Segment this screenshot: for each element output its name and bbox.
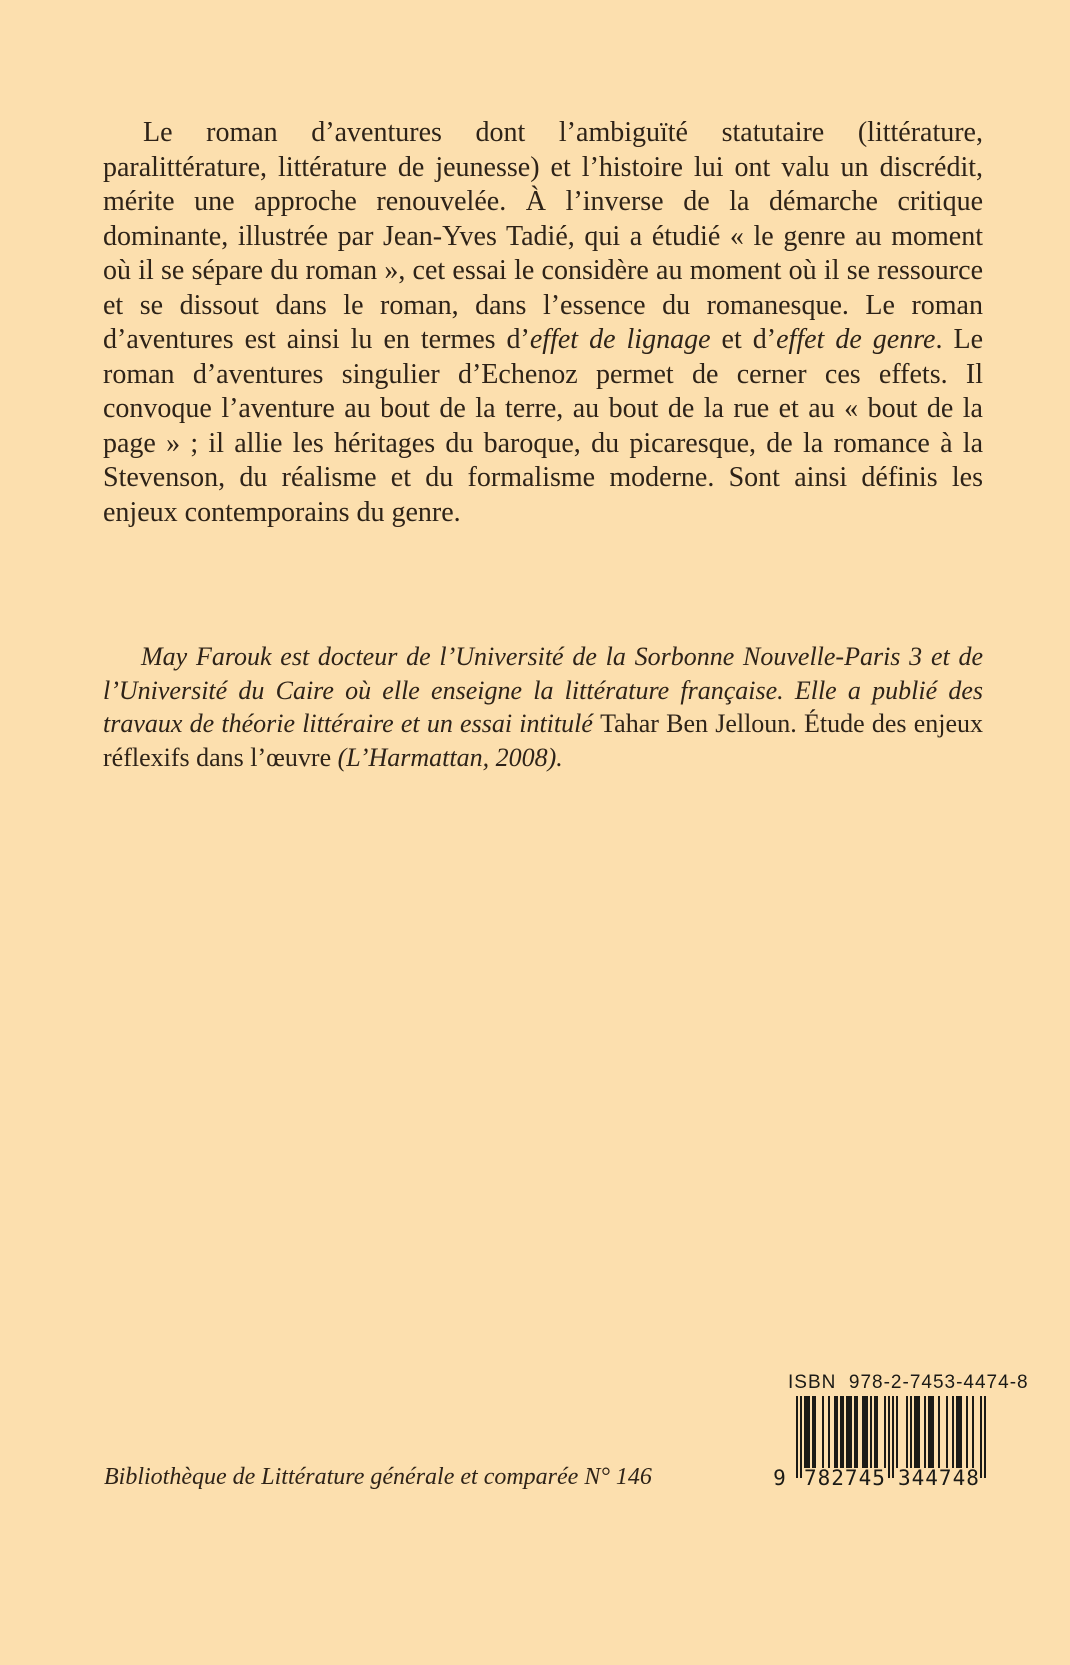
text-segment: effet de lignage bbox=[529, 324, 711, 355]
barcode-digits bbox=[760, 1466, 992, 1490]
isbn-barcode-block bbox=[760, 1372, 1029, 1494]
barcode-digit-group: 9 bbox=[773, 1466, 787, 1490]
barcode-digit-group: 782745 bbox=[804, 1466, 886, 1490]
text-segment: Le roman d’aventures dont l’ambiguïté statutaire (littérature, paralittérature, littérature de jeunesse) et l’histoire lui ont valu un discrédit, mérite une approche renouvelée. À l’inverse de la démarche critique dominante, illustrée par Jean-Yves Tadié, qui a étudié « le genre au moment où il se sépare du roman », cet essai le considère au moment où il se ressource et se dissout dans le roman, dans l’essence du romanesque. Le roman d’aventures est ainsi lu en termes d’ bbox=[103, 117, 983, 355]
text-segment: May Farouk est docteur de l’Université de la Sorbonne Nouvelle-Paris 3 et de l’Université du Caire où elle enseigne la littérature française. Elle a publié des travaux de théorie littéraire et un essai intitulé bbox=[103, 642, 983, 738]
text-segment: . Le roman d’aventures singulier d’Echenoz permet de cerner ces effets. Il convoque l’aventure au bout de la terre, au bout de la rue et au « bout de la page » ; il allie les héritages du baroque, du picaresque, de la romance à la Stevenson, du réalisme et du formalisme moderne. Sont ainsi définis les enjeux contemporains du genre. bbox=[103, 324, 984, 528]
isbn-label: ISBN 978-2-7453-4474-8 bbox=[788, 1372, 1029, 1393]
text-segment: effet de genre bbox=[776, 324, 936, 355]
barcode-digit-group: 344748 bbox=[898, 1466, 980, 1490]
text-segment: Tahar Ben Jelloun. Étude des enjeux réflexifs dans l’œuvre bbox=[103, 709, 984, 772]
author-bio-paragraph bbox=[103, 640, 983, 774]
text-segment: (L’Harmattan, 2008). bbox=[331, 742, 563, 772]
text-segment: et d’ bbox=[710, 324, 777, 355]
series-label: Bibliothèque de Littérature générale et comparée N° 146 bbox=[104, 1464, 652, 1490]
synopsis-paragraph bbox=[103, 116, 983, 530]
